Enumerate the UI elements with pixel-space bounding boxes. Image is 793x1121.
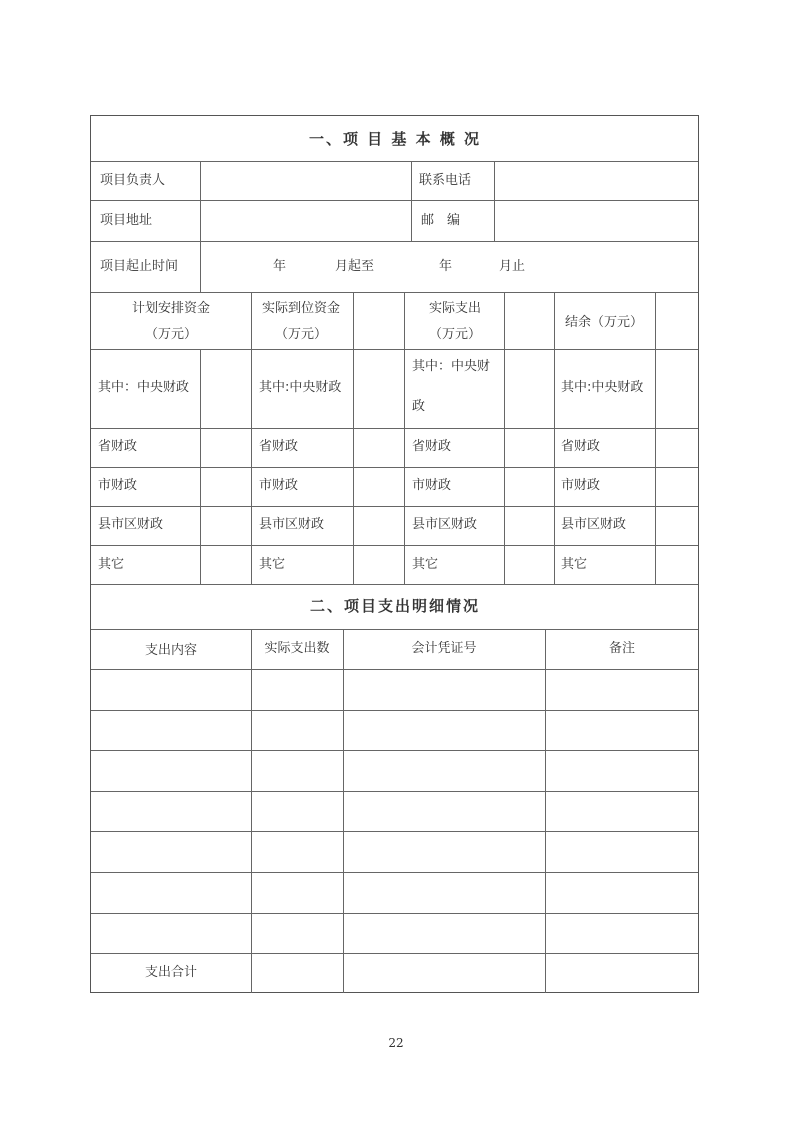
central-finance-planned: 其中：中央财政 <box>98 380 190 395</box>
central-finance-actual-line2: 政 <box>412 399 426 414</box>
central-finance-actual-line1: 其中：中央财 <box>412 359 491 374</box>
provincial-finance-planned: 省财政 <box>98 439 138 454</box>
county-finance-received: 县市区财政 <box>259 517 325 532</box>
central-finance-received: 其中:中央财政 <box>259 380 342 395</box>
voucher-number-header: 会计凭证号 <box>411 641 477 656</box>
central-finance-balance: 其中:中央财政 <box>561 380 644 395</box>
actual-expense-amount-header: 实际支出数 <box>264 641 330 656</box>
county-finance-planned: 县市区财政 <box>98 517 164 532</box>
provincial-finance-balance: 省财政 <box>561 439 601 454</box>
city-finance-planned: 市财政 <box>98 478 138 493</box>
postcode-label: 邮 编 <box>421 213 461 228</box>
city-finance-actual: 市财政 <box>412 478 452 493</box>
remarks-header: 备注 <box>608 641 636 656</box>
period-year-end: 年 <box>439 259 453 274</box>
actual-expense-header: 实际支出 <box>428 301 482 316</box>
section2-title: 二、项目支出明细情况 <box>309 597 481 615</box>
provincial-finance-actual: 省财政 <box>412 439 452 454</box>
provincial-finance-received: 省财政 <box>259 439 299 454</box>
actual-expense-unit: （万元） <box>428 327 482 342</box>
expense-content-header: 支出内容 <box>144 643 198 658</box>
planned-funds-header: 计划安排资金 <box>131 301 211 316</box>
section1-title: 一、项 目 基 本 概 况 <box>308 130 482 148</box>
phone-label: 联系电话 <box>419 173 472 188</box>
city-finance-balance: 市财政 <box>561 478 601 493</box>
form-table <box>90 115 699 993</box>
county-finance-balance: 县市区财政 <box>561 517 627 532</box>
county-finance-actual: 县市区财政 <box>412 517 478 532</box>
other-finance-planned: 其它 <box>98 557 125 572</box>
other-finance-balance: 其它 <box>561 557 588 572</box>
other-finance-actual: 其它 <box>412 557 439 572</box>
city-finance-received: 市财政 <box>259 478 299 493</box>
received-funds-header: 实际到位资金 <box>261 301 341 316</box>
address-label: 项目地址 <box>100 213 153 228</box>
period-year-start: 年 <box>273 259 287 274</box>
received-funds-unit: （万元） <box>274 327 328 342</box>
period-month-start: 月起至 <box>335 259 375 274</box>
balance-header: 结余（万元） <box>564 315 644 330</box>
planned-funds-unit: （万元） <box>144 327 198 342</box>
leader-label: 项目负责人 <box>100 173 166 188</box>
period-label: 项目起止时间 <box>100 259 179 274</box>
expense-total-label: 支出合计 <box>144 965 198 980</box>
period-month-end: 月止 <box>499 259 526 274</box>
page-number: 22 <box>388 1036 404 1050</box>
other-finance-received: 其它 <box>259 557 286 572</box>
